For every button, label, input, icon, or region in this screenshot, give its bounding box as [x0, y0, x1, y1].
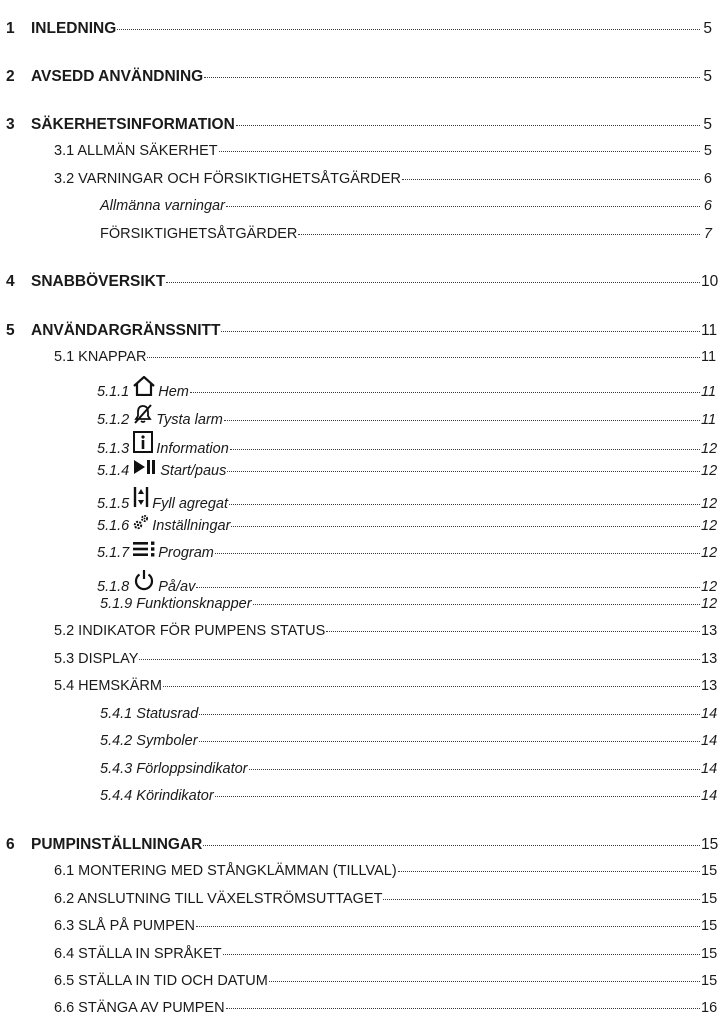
- dot-leader: [221, 331, 700, 332]
- toc-entry[interactable]: [0, 541, 721, 561]
- entry-title: 6.1 MONTERING MED STÅNGKLÄMMAN (TILLVAL): [54, 863, 397, 879]
- entry-title: På/av: [158, 579, 196, 595]
- chapter-number: 4: [6, 273, 15, 290]
- toc-entry[interactable]: [0, 514, 721, 534]
- page-number: 11: [701, 384, 717, 400]
- toc-entry[interactable]: [0, 651, 721, 667]
- page-number: 5: [703, 143, 712, 159]
- page-number: 15: [701, 918, 718, 934]
- dot-leader: [223, 954, 700, 955]
- dot-leader: [227, 471, 700, 472]
- dot-leader: [203, 845, 700, 846]
- dot-leader: [231, 526, 700, 527]
- dot-leader: [117, 29, 700, 30]
- entry-number: 5.1.8: [97, 579, 130, 595]
- toc-entry[interactable]: [0, 143, 721, 159]
- dot-leader: [196, 926, 700, 927]
- entry-title: 5.1 KNAPPAR: [54, 349, 147, 365]
- entry-title: PUMPINSTÄLLNINGAR: [31, 836, 203, 853]
- dot-leader: [166, 282, 700, 283]
- toc-entry[interactable]: [0, 431, 721, 457]
- entry-title: Program: [158, 545, 214, 561]
- fill-set-icon: [133, 486, 149, 508]
- page-number: 11: [701, 349, 717, 365]
- entry-number: 5.1.2: [97, 412, 130, 428]
- page-number: 12: [701, 545, 718, 561]
- dot-leader: [298, 234, 700, 235]
- dot-leader: [190, 392, 700, 393]
- page-number: 6: [703, 198, 712, 214]
- page-number: 12: [701, 441, 718, 457]
- toc-entry[interactable]: [0, 678, 721, 694]
- entry-number: 5.1.7: [97, 545, 130, 561]
- page-number: 12: [701, 463, 718, 479]
- dot-leader: [229, 504, 700, 505]
- entry-title: FÖRSIKTIGHETSÅTGÄRDER: [100, 226, 298, 242]
- page-number: 14: [701, 733, 718, 749]
- page-number: 6: [703, 171, 712, 187]
- page-number: 14: [701, 706, 718, 722]
- dot-leader: [253, 604, 700, 605]
- play-pause-icon: [133, 459, 157, 475]
- dot-leader: [249, 769, 701, 770]
- dot-leader: [230, 449, 700, 450]
- entry-number: 5.1.5: [97, 496, 130, 512]
- entry-title: Fyll agregat: [152, 496, 229, 512]
- toc-entry[interactable]: [0, 973, 721, 989]
- toc-entry[interactable]: [0, 569, 721, 595]
- entry-title: 6.3 SLÅ PÅ PUMPEN: [54, 918, 196, 934]
- toc-entry[interactable]: [0, 349, 721, 365]
- dot-leader: [147, 357, 700, 358]
- toc-entry[interactable]: [0, 404, 721, 428]
- page-number: 15: [701, 973, 718, 989]
- entry-title: INLEDNING: [31, 20, 117, 37]
- dot-leader: [398, 871, 700, 872]
- entry-title: 5.3 DISPLAY: [54, 651, 139, 667]
- toc-entry[interactable]: [0, 486, 721, 512]
- toc-entry[interactable]: [0, 733, 721, 749]
- dot-leader: [383, 899, 700, 900]
- entry-number: 5.1.1: [97, 384, 130, 400]
- home-icon: [133, 376, 155, 396]
- dot-leader: [139, 659, 700, 660]
- dot-leader: [219, 151, 700, 152]
- entry-title: Information: [156, 441, 229, 457]
- page-number: 12: [701, 496, 718, 512]
- settings-gears-icon: [133, 514, 149, 530]
- page-number: 5: [703, 116, 712, 133]
- dot-leader: [226, 206, 700, 207]
- page-number: 13: [701, 651, 718, 667]
- entry-title: ANVÄNDARGRÄNSSNITT: [31, 322, 221, 339]
- dot-leader: [236, 125, 700, 126]
- page-number: 13: [701, 623, 718, 639]
- toc-entry[interactable]: [0, 706, 721, 722]
- dot-leader: [326, 631, 700, 632]
- entry-title: 5.4 HEMSKÄRM: [54, 678, 162, 694]
- entry-title: 6.6 STÄNGA AV PUMPEN: [54, 1000, 225, 1016]
- page-number: 5: [703, 68, 712, 85]
- dot-leader: [226, 1008, 700, 1009]
- toc-entry[interactable]: [0, 946, 721, 962]
- entry-title: 6.5 STÄLLA IN TID OCH DATUM: [54, 973, 268, 989]
- entry-title: 3.1 ALLMÄN SÄKERHET: [54, 143, 218, 159]
- toc-entry[interactable]: [0, 20, 721, 38]
- page-number: 10: [701, 273, 719, 290]
- entry-title: Inställningar: [152, 518, 231, 534]
- entry-number: 5.1.4: [97, 463, 130, 479]
- entry-title: 5.4.2 Symboler: [100, 733, 198, 749]
- page-number: 15: [701, 891, 718, 907]
- toc-entry[interactable]: [0, 788, 721, 804]
- entry-title: AVSEDD ANVÄNDNING: [31, 68, 204, 85]
- entry-title: Tysta larm: [156, 412, 223, 428]
- toc-entry[interactable]: [0, 1000, 721, 1016]
- page-number: 16: [701, 1000, 718, 1016]
- entry-title: Allmänna varningar: [100, 198, 225, 214]
- toc-entry[interactable]: [0, 836, 721, 854]
- dot-leader: [224, 420, 700, 421]
- toc-entry[interactable]: [0, 198, 721, 214]
- entry-title: 6.2 ANSLUTNING TILL VÄXELSTRÖMSUTTAGET: [54, 891, 383, 907]
- toc-entry[interactable]: [0, 891, 721, 907]
- page-number: 15: [701, 863, 718, 879]
- toc-entry[interactable]: [0, 171, 721, 187]
- entry-title: 3.2 VARNINGAR OCH FÖRSIKTIGHETSÅTGÄRDER: [54, 171, 401, 187]
- dot-leader: [269, 981, 700, 982]
- bell-mute-icon: [133, 404, 153, 424]
- toc-entry[interactable]: [0, 116, 721, 134]
- page-number: 12: [701, 518, 718, 534]
- toc-entry[interactable]: [0, 68, 721, 86]
- chapter-number: 2: [6, 68, 15, 85]
- dot-leader: [199, 741, 700, 742]
- page-number: 15: [701, 836, 719, 853]
- page-number: 13: [701, 678, 718, 694]
- entry-title: Hem: [158, 384, 189, 400]
- entry-title: Start/paus: [160, 463, 227, 479]
- entry-title: SÄKERHETSINFORMATION: [31, 116, 235, 133]
- toc-entry[interactable]: [0, 918, 721, 934]
- dot-leader: [204, 77, 700, 78]
- chapter-number: 6: [6, 836, 15, 853]
- dot-leader: [215, 553, 700, 554]
- toc-entry[interactable]: [0, 226, 721, 242]
- toc-entry[interactable]: [0, 459, 721, 479]
- page-number: 7: [703, 226, 712, 242]
- info-icon: [133, 431, 153, 453]
- entry-number: 5.1.3: [97, 441, 130, 457]
- entry-title: 5.2 INDIKATOR FÖR PUMPENS STATUS: [54, 623, 326, 639]
- toc-entry[interactable]: [0, 322, 721, 340]
- dot-leader: [215, 796, 700, 797]
- chapter-number: 5: [6, 322, 15, 339]
- toc-entry[interactable]: [0, 376, 721, 400]
- toc-entry[interactable]: [0, 863, 721, 879]
- toc-entry[interactable]: [0, 273, 721, 291]
- entry-title: SNABBÖVERSIKT: [31, 273, 166, 290]
- page-number: 11: [701, 412, 717, 428]
- page-number: 14: [701, 761, 718, 777]
- toc-entry[interactable]: [0, 596, 721, 612]
- entry-title: 5.4.3 Förloppsindikator: [100, 761, 248, 777]
- entry-title: 5.4.4 Körindikator: [100, 788, 214, 804]
- page-number: 12: [701, 579, 718, 595]
- toc-entry[interactable]: [0, 761, 721, 777]
- dot-leader: [196, 587, 700, 588]
- entry-title: 5.1.9 Funktionsknapper: [100, 596, 252, 612]
- page-number: 12: [701, 596, 718, 612]
- program-list-icon: [133, 541, 155, 557]
- entry-title: 6.4 STÄLLA IN SPRÅKET: [54, 946, 222, 962]
- chapter-number: 1: [6, 20, 15, 37]
- page-number: 11: [701, 322, 718, 339]
- page-number: 5: [703, 20, 712, 37]
- entry-title: 5.4.1 Statusrad: [100, 706, 199, 722]
- toc-entry[interactable]: [0, 623, 721, 639]
- dot-leader: [163, 686, 700, 687]
- page-number: 15: [701, 946, 718, 962]
- dot-leader: [199, 714, 700, 715]
- chapter-number: 3: [6, 116, 15, 133]
- power-icon: [133, 569, 155, 591]
- entry-number: 5.1.6: [97, 518, 130, 534]
- page-number: 14: [701, 788, 718, 804]
- dot-leader: [402, 179, 700, 180]
